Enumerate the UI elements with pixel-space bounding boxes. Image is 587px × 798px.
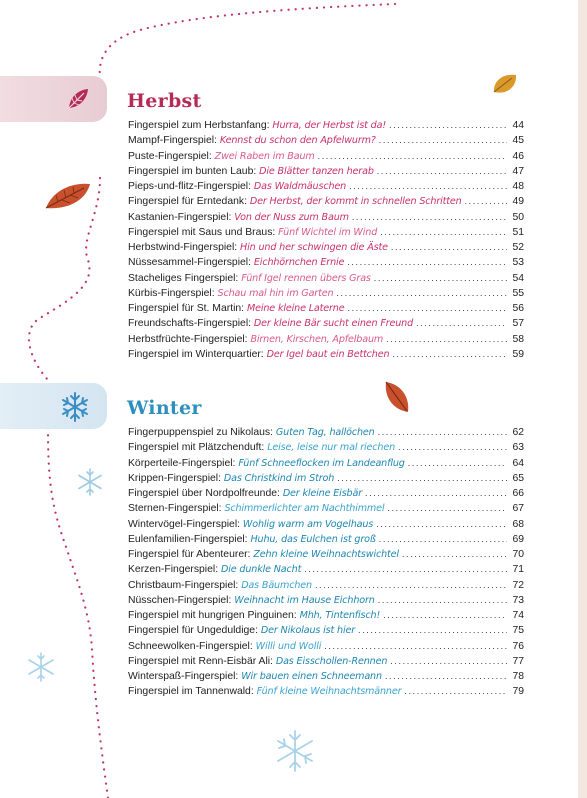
entry-subtitle: Zehn kleine Weihnachtswichtel <box>253 549 399 560</box>
toc-entry[interactable] <box>128 240 524 255</box>
entry-label: Fingerspiel für Ungeduldige: <box>128 625 258 637</box>
dot-leader <box>402 547 507 562</box>
entry-subtitle: Willi und Wolli <box>255 640 322 652</box>
entry-label: Stacheliges Fingerspiel: <box>128 272 239 284</box>
toc-entry[interactable] <box>128 501 524 516</box>
page-number: 72 <box>512 579 524 591</box>
toc-entry[interactable] <box>128 347 524 362</box>
red-leaf-icon <box>42 178 94 214</box>
dot-leader <box>376 517 507 532</box>
toc-entry[interactable] <box>128 532 524 547</box>
page-number: 57 <box>512 318 524 330</box>
entry-subtitle: Guten Tag, hallöchen <box>275 427 375 438</box>
page-number: 52 <box>512 242 524 253</box>
entry-label: Mampf-Fingerspiel: <box>128 135 217 147</box>
toc-entry[interactable] <box>128 332 524 347</box>
entry-label: Freundschafts-Fingerspiel: <box>128 318 252 330</box>
toc-entry[interactable] <box>128 225 524 240</box>
page-number: 70 <box>512 549 524 560</box>
page-number: 67 <box>512 503 524 515</box>
dot-leader <box>378 593 507 608</box>
dot-leader <box>336 286 507 301</box>
herbst-entry-list <box>128 118 524 362</box>
entry-label: Fingerspiel für Erntedank: <box>128 196 247 208</box>
toc-entry[interactable] <box>128 210 524 225</box>
snowflake-decoration-icon <box>272 728 318 774</box>
dot-leader <box>404 684 507 699</box>
entry-label: Fingerspiel für St. Martin: <box>128 303 245 314</box>
dot-leader <box>378 425 507 440</box>
entry-subtitle: Fünf Igel rennen übers Gras <box>241 272 371 284</box>
entry-label: Fingerpuppenspiel zu Nikolaus: <box>128 427 273 438</box>
page-number: 75 <box>512 625 524 637</box>
toc-entry[interactable] <box>128 194 524 209</box>
entry-subtitle: Der kleine Bär sucht einen Freund <box>253 318 414 330</box>
toc-entry[interactable] <box>128 271 524 286</box>
page-number: 58 <box>512 333 524 345</box>
page-number: 49 <box>512 196 524 208</box>
entry-label: Herbstwind-Fingerspiel: <box>128 242 238 253</box>
entry-label: Kerzen-Fingerspiel: <box>128 564 219 576</box>
toc-entry[interactable] <box>128 623 524 638</box>
toc-entry[interactable] <box>128 471 524 486</box>
entry-label: Eulenfamilien-Fingerspiel: <box>128 533 248 545</box>
entry-subtitle: Der Nikolaus ist hier <box>260 625 356 637</box>
page-number: 47 <box>512 165 524 177</box>
herbst-section-tab <box>0 76 107 122</box>
toc-entry[interactable] <box>128 684 524 699</box>
dot-leader <box>318 149 507 164</box>
entry-label: Winterspaß-Fingerspiel: <box>128 671 239 682</box>
entry-subtitle: Schau mal hin im Garten <box>217 287 334 299</box>
page-number: 73 <box>512 594 524 606</box>
page-number: 59 <box>512 348 524 360</box>
dot-leader <box>385 669 507 684</box>
entry-subtitle: Fünf Wichtel im Wind <box>278 226 378 238</box>
page-number: 63 <box>512 442 524 454</box>
dot-leader <box>398 440 507 455</box>
snowflake-decoration-icon <box>24 650 58 684</box>
dot-leader <box>324 639 507 654</box>
dot-leader <box>392 347 507 362</box>
page-number: 53 <box>512 257 524 269</box>
toc-entry[interactable] <box>128 149 524 164</box>
entry-subtitle: Wohlig warm am Vogelhaus <box>242 518 374 530</box>
entry-subtitle: Mhh, Tintenfisch! <box>299 610 381 621</box>
dot-leader <box>408 456 507 471</box>
entry-label: Fingerspiel über Nordpolfreunde: <box>128 488 280 499</box>
entry-subtitle: Von der Nuss zum Baum <box>234 211 349 223</box>
page-number: 74 <box>512 610 524 621</box>
dot-leader <box>379 532 507 547</box>
entry-label: Schneewolken-Fingerspiel: <box>128 640 253 652</box>
snowflake-icon <box>58 390 92 424</box>
entry-label: Herbstfrüchte-Fingerspiel: <box>128 333 248 345</box>
entry-label: Fingerspiel für Abenteurer: <box>128 549 251 560</box>
toc-entry[interactable] <box>128 593 524 608</box>
entry-label: Fingerspiel im bunten Laub: <box>128 165 257 177</box>
page-number: 66 <box>512 488 524 499</box>
toc-entry[interactable] <box>128 562 524 577</box>
entry-subtitle: Hurra, der Herbst ist da! <box>272 120 387 131</box>
toc-entry[interactable] <box>128 547 524 562</box>
entry-label: Wintervögel-Fingerspiel: <box>128 518 241 530</box>
entry-label: Fingerspiel mit Plätzchenduft: <box>128 442 265 454</box>
winter-section-tab <box>0 383 107 429</box>
page-number: 54 <box>512 272 524 284</box>
toc-entry[interactable] <box>128 164 524 179</box>
dot-leader <box>347 301 507 316</box>
entry-subtitle: Das Eisschollen-Rennen <box>275 655 388 667</box>
entry-label: Kürbis-Fingerspiel: <box>128 287 215 299</box>
autumn-leaf-icon <box>490 70 520 98</box>
page-number: 48 <box>512 181 524 192</box>
entry-label: Christbaum-Fingerspiel: <box>128 579 239 591</box>
entry-label: Fingerspiel im Winterquartier: <box>128 348 264 360</box>
entry-label: Sternen-Fingerspiel: <box>128 503 222 515</box>
toc-entry[interactable] <box>128 425 524 440</box>
toc-entry[interactable] <box>128 440 524 455</box>
dot-leader <box>337 471 507 486</box>
entry-label: Fingerspiel mit Saus und Braus: <box>128 226 276 238</box>
entry-subtitle: Weihnacht im Hause Eichhorn <box>234 594 375 606</box>
herbst-section-title: Herbst <box>127 90 202 112</box>
page-number: 76 <box>512 640 524 652</box>
dot-leader <box>379 133 507 148</box>
winter-entry-list <box>128 425 524 700</box>
page-number: 55 <box>512 287 524 299</box>
entry-subtitle: Die dunkle Nacht <box>220 564 302 576</box>
entry-subtitle: Die Blätter tanzen herab <box>259 165 374 177</box>
toc-entry[interactable] <box>128 286 524 301</box>
page-number: 44 <box>512 120 524 131</box>
page-number: 79 <box>512 686 524 698</box>
dot-leader <box>389 118 507 133</box>
page-number: 56 <box>512 303 524 314</box>
entry-subtitle: Der Herbst, der kommt in schnellen Schritten <box>249 196 462 208</box>
entry-label: Fingerspiel mit hungrigen Pinguinen: <box>128 610 297 621</box>
dot-leader <box>416 316 507 331</box>
toc-entry[interactable] <box>128 316 524 331</box>
winter-section-title: Winter <box>127 397 202 419</box>
entry-label: Fingerspiel zum Herbstanfang: <box>128 120 270 131</box>
toc-entry[interactable] <box>128 608 524 623</box>
dot-leader <box>358 623 507 638</box>
dot-leader <box>386 332 507 347</box>
entry-subtitle: Birnen, Kirschen, Apfelbaum <box>250 333 384 345</box>
page-number: 71 <box>512 564 524 576</box>
page-number: 45 <box>512 135 524 147</box>
entry-label: Pieps-und-flitz-Fingerspiel: <box>128 181 252 192</box>
toc-entry[interactable] <box>128 639 524 654</box>
dot-leader <box>390 654 507 669</box>
entry-label: Kastanien-Fingerspiel: <box>128 211 232 223</box>
toc-entry[interactable] <box>128 578 524 593</box>
page-number: 51 <box>512 226 524 238</box>
toc-entry[interactable] <box>128 456 524 471</box>
toc-entry[interactable] <box>128 517 524 532</box>
entry-subtitle: Huhu, das Eulchen ist groß <box>250 533 376 545</box>
dot-leader <box>374 271 507 286</box>
page-number: 64 <box>512 457 524 469</box>
dot-leader <box>315 578 507 593</box>
dot-leader <box>304 562 507 577</box>
entry-subtitle: Leise, leise nur mal riechen <box>267 442 396 454</box>
page-number: 77 <box>512 655 524 667</box>
entry-label: Nüsschen-Fingerspiel: <box>128 594 232 606</box>
leaf-icon <box>64 85 92 113</box>
toc-entry[interactable] <box>128 118 524 133</box>
entry-subtitle: Hin und her schwingen die Äste <box>240 242 388 253</box>
entry-subtitle: Wir bauen einen Schneemann <box>241 671 382 682</box>
entry-label: Körperteile-Fingerspiel: <box>128 457 236 469</box>
entry-subtitle: Eichhörnchen Ernie <box>253 257 345 269</box>
entry-label: Puste-Fingerspiel: <box>128 150 212 162</box>
entry-subtitle: Fünf kleine Weihnachtsmänner <box>256 686 402 698</box>
entry-subtitle: Das Bäumchen <box>241 579 312 591</box>
dot-leader <box>391 240 507 255</box>
entry-subtitle: Schimmerlichter am Nachthimmel <box>224 503 385 515</box>
dot-leader <box>387 501 507 516</box>
entry-label: Krippen-Fingerspiel: <box>128 472 221 484</box>
page-number: 46 <box>512 150 524 162</box>
entry-subtitle: Das Christkind im Stroh <box>223 472 335 484</box>
dot-leader <box>352 210 507 225</box>
entry-subtitle: Kennst du schon den Apfelwurm? <box>219 135 376 147</box>
entry-subtitle: Meine kleine Laterne <box>246 303 345 314</box>
entry-subtitle: Zwei Raben im Baum <box>214 150 315 162</box>
snowflake-decoration-icon <box>74 466 106 498</box>
dot-leader <box>380 225 507 240</box>
toc-entry[interactable] <box>128 179 524 194</box>
entry-label: Nüssesammel-Fingerspiel: <box>128 257 251 269</box>
entry-label: Fingerspiel mit Renn-Eisbär Ali: <box>128 655 273 667</box>
dot-leader <box>465 194 507 209</box>
dot-leader <box>365 486 507 501</box>
page-number: 62 <box>512 427 524 438</box>
toc-entry[interactable] <box>128 301 524 316</box>
toc-entry[interactable] <box>128 486 524 501</box>
entry-label: Fingerspiel im Tannenwald: <box>128 686 254 698</box>
page-number: 65 <box>512 472 524 484</box>
dot-leader <box>383 608 507 623</box>
page-number: 68 <box>512 518 524 530</box>
toc-entry[interactable] <box>128 133 524 148</box>
entry-subtitle: Der Igel baut ein Bettchen <box>266 348 390 360</box>
page-number: 78 <box>512 671 524 682</box>
entry-subtitle: Der kleine Eisbär <box>282 488 363 499</box>
page-number: 50 <box>512 211 524 223</box>
dot-leader <box>347 255 507 270</box>
page-number: 69 <box>512 533 524 545</box>
dot-leader <box>377 164 507 179</box>
toc-entry[interactable] <box>128 654 524 669</box>
toc-entry[interactable] <box>128 669 524 684</box>
entry-subtitle: Das Waldmäuschen <box>253 181 347 192</box>
entry-subtitle: Fünf Schneeflocken im Landeanflug <box>238 457 405 469</box>
orange-leaf-icon <box>380 378 414 416</box>
dot-leader <box>349 179 507 194</box>
toc-entry[interactable] <box>128 255 524 270</box>
